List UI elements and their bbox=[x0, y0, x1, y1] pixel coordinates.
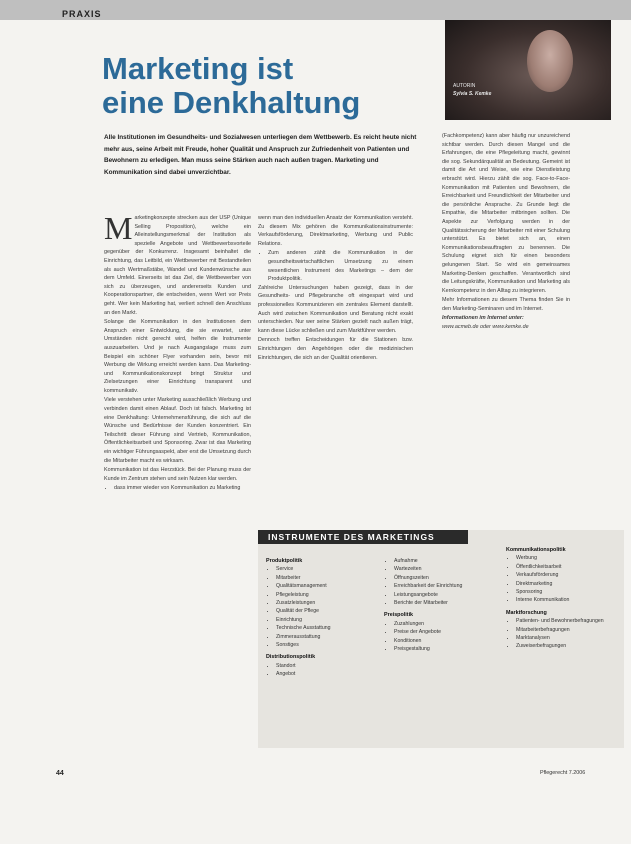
box-list-item: • Zimmerausstattung bbox=[276, 633, 378, 641]
box-list-item: • Aufnahme bbox=[394, 557, 498, 565]
article-title bbox=[102, 52, 360, 120]
bullet-list bbox=[258, 249, 413, 283]
body-paragraph: Solange die Kommunikation in den Institutionen dem Anspruch einer Entwicklung, die sie erwartet, unter Umständen nicht gerecht wird, helfen die Instrumente auszuarbeiten. Und je nach Ausgangslage muss zum Beispiel ein schöner Flyer vorhanden sein, bevor mit Werbung die Wirkung erreicht werden kann. Das Marketing- und Kommunikationskonzept bringt Struktur und Zielsetzungen einer Einrichtung transparent und kommunikativ. bbox=[104, 319, 251, 394]
links-label: Informationen im Internet unter: bbox=[442, 315, 524, 322]
box-list-item: • Werbung bbox=[516, 554, 622, 562]
author-name: Sylvia S. Kemke bbox=[453, 91, 492, 97]
body-paragraph bbox=[104, 210, 251, 317]
box-column-2 bbox=[384, 557, 498, 657]
box-list-item: • Verkaufsförderung bbox=[516, 571, 622, 579]
box-list-item: • Preisgestaltung bbox=[394, 645, 498, 653]
box-list-item: • Zusatzleistungen bbox=[276, 599, 378, 607]
box-list-item: • Pflegeleistung bbox=[276, 591, 378, 599]
box-group-heading: Distributionspolitik bbox=[266, 654, 316, 661]
box-list-item: • Service bbox=[276, 565, 378, 573]
box-list-item: • Qualität der Pflege bbox=[276, 607, 378, 615]
title-line-2: eine Denkhaltung bbox=[102, 85, 361, 120]
box-list-item: • Standort bbox=[276, 662, 378, 670]
title-line-1: Marketing ist bbox=[102, 51, 294, 86]
box-list-item: • Direktmarketing bbox=[516, 580, 622, 588]
body-column-2 bbox=[258, 214, 413, 363]
box-list-item: • Qualitätsmanagement bbox=[276, 582, 378, 590]
body-column-1 bbox=[104, 210, 251, 493]
bullet-item: • Zum anderen zählt die Kommunikation in der gesundheitswirtschaftlichen Umsetzung zu einem wesentlichen Instrument des Marketings – dem der Produktpolitik. bbox=[268, 249, 413, 283]
issue-label: Pflegerecht 7.2006 bbox=[540, 770, 586, 776]
author-photo bbox=[445, 20, 611, 120]
box-group-heading: Kommunikationspolitik bbox=[506, 547, 566, 553]
body-column-3 bbox=[442, 132, 570, 333]
body-paragraph: (Fachkompetenz) kann aber häufig nur unzureichend sichtbar werden. Durch diesen Mangel und die Erfahrungen, die eine Pflegeleitung macht, gewinnt die sog. Sekundärqualität an Bedeutung. Gemeint ist damit die Art und Weise, wie eine Dienstleistung erbracht wird. Hierzu zählt die sog. Face-to-Face-Kommunikation mit Patienten und Bewohnern, die Erreichbarkeit und Freundlichkeit der Mitarbeiter und die persönliche Ansprache. Zu Grunde liegt die Empathie, die Mitarbeiter mitbringen sollten. Die Aspekte zur Verfolgung werden in der Qualitätssicherung der Mitarbeiter mit einer Schulung unterstützt. Es bietet sich an, einen Kommunikationsbeauftragten zu benennen. Die Schulung eignet sich für einen besonders gelungenen Start. So wird ein gemeinsames Marketing-Denken geschaffen. Verantwortlich sind die Leitungskräfte, Kommunikation und Marketing als Kernkompetenz in den Alltag zu integrieren. bbox=[442, 133, 570, 294]
body-paragraph: Zahlreiche Untersuchungen haben gezeigt, dass in der Gesundheits- und Pflegebranche oft eingespart wird und professionelles Kommunizieren ein zentrales Element darstellt. Auch wird zwischen Kommunikation und Beratung nicht exakt unterschieden. Nur wer seine Stärken gezielt nach außen trägt, kann diese Lücke schließen und zum Marktführer werden. bbox=[258, 284, 413, 334]
box-list bbox=[266, 565, 378, 649]
box-list-item: • Konditionen bbox=[394, 637, 498, 645]
box-list-item: • Angebot bbox=[276, 670, 378, 678]
box-list-item: • Berichte der Mitarbeiter bbox=[394, 599, 498, 607]
box-list bbox=[266, 662, 378, 679]
box-list-item: • Mitarbeiterbefragungen bbox=[516, 626, 622, 634]
section-label: PRAXIS bbox=[62, 9, 102, 19]
body-paragraph: wenn man den individuellen Ansatz der Kommunikation versteht. Zu diesem Mix gehören die Kommunikationsinstrumente: Verkaufsförderung, Direktmarketing, Werbung und Public Relations. bbox=[258, 215, 413, 247]
instruments-box bbox=[258, 530, 624, 748]
box-list-item: • Sonstiges bbox=[276, 641, 378, 649]
box-list bbox=[506, 554, 622, 604]
instruments-box-heading: INSTRUMENTE DES MARKETINGS bbox=[258, 530, 468, 544]
box-group-heading: Produktpolitik bbox=[266, 558, 303, 564]
body-paragraph: Dennoch treffen Entscheidungen für die Stationen bzw. Einrichtungen den Angehörigen oder die medizinischen Einrichtungen, die sich an der Qualität orientieren. bbox=[258, 337, 413, 361]
lead-paragraph: Alle Institutionen im Gesundheits- und Sozialwesen unterliegen dem Wettbewerb. Es reicht heute nicht mehr aus, seine Arbeit mit Freude, hoher Qualität und Anspruch zur Zufriedenheit von Patienten und Bewohnern zu erledigen. Man muss seine Stärken auch nach außen tragen. Marketing und Kommunikation sind dabei unverzichtbar. bbox=[104, 134, 417, 176]
box-list-item: • Leistungsangebote bbox=[394, 591, 498, 599]
box-list-item: • Wartezeiten bbox=[394, 565, 498, 573]
box-list-item: • Öffentlichkeitsarbeit bbox=[516, 563, 622, 571]
box-list-item: • Zuweiserbefragungen bbox=[516, 642, 622, 650]
box-list-item: • Zuzahlungen bbox=[394, 620, 498, 628]
box-list-item: • Preise der Angebote bbox=[394, 628, 498, 636]
box-group-heading: Preispolitik bbox=[384, 612, 414, 619]
body-paragraph: Viele verstehen unter Marketing ausschließlich Werbung und verbinden damit einen Ablauf. Doch ist falsch. Marketing ist eine Denkhaltung: Unternehmensführung, die sich auf die Wünsche und Bedürfnisse der Kunden konzentriert. Ein Teilschritt dieser Führung sind Vertrieb, Kommunikation, Öffentlichkeitsarbeit und Sponsoring. Zwar ist das Marketing ein wichtiger Führungsaspekt, aber erst die Umsetzung durch die Mitarbeiter macht es wirksam. bbox=[104, 397, 251, 464]
box-list-item: • Erreichbarkeit der Einrichtung bbox=[394, 582, 498, 590]
box-list bbox=[506, 617, 622, 651]
box-list-item: • Sponsoring bbox=[516, 588, 622, 596]
box-list-item: • Einrichtung bbox=[276, 616, 378, 624]
links-block bbox=[442, 314, 570, 331]
author-face-image bbox=[527, 30, 573, 92]
bullet-list bbox=[104, 484, 251, 493]
links-text[interactable]: www.acmeb.de oder www.kemke.de bbox=[442, 324, 529, 331]
box-list bbox=[384, 620, 498, 654]
box-list bbox=[384, 557, 498, 607]
box-list-item: • Patienten- und Bewohnerbefragungen bbox=[516, 617, 622, 625]
author-role: AUTORIN bbox=[453, 83, 476, 89]
bullet-item: • dass immer wieder von Kommunikation zu Marketing bbox=[114, 484, 251, 493]
box-list-item: • Interne Kommunikation bbox=[516, 596, 622, 604]
box-list-item: • Marktanalysen bbox=[516, 634, 622, 642]
author-caption bbox=[453, 82, 491, 98]
box-group-heading: Marktforschung bbox=[506, 609, 547, 616]
drop-cap: M bbox=[104, 210, 133, 246]
body-text: arketingkonzepte strecken aus der USP (Unique Selling Proposition), welche ein Alleinstellungsmerkmal der Institution als spezielle Angebote und Wettbewerbsvorteile gegenüber der Konkurrenz. Insgesamt beinhaltet die Einrichtung, das Leitbild, ein Wettbewerber mit Bestandteilen als auch Wertmaßstäbe, Wandel und Kundenwünsche aus dem Umfeld. Einerseits ist das Ziel, die Wettbewerber von sich zu überzeugen, und andererseits Kunden und Kooperationspartner, die entscheiden, wenn Wert vor Preis geht. Wer kein Marketing hat, verliert schnell den Anschluss an den Markt. bbox=[104, 215, 251, 316]
box-column-1 bbox=[266, 557, 378, 683]
page-number: 44 bbox=[56, 770, 64, 777]
box-list-item: • Öffnungszeiten bbox=[394, 574, 498, 582]
body-paragraph: Mehr Informationen zu diesem Thema finden Sie in den Marketing-Seminaren und im Internet. bbox=[442, 297, 570, 312]
box-column-3 bbox=[506, 546, 622, 655]
box-list-item: • Mitarbeiter bbox=[276, 574, 378, 582]
box-list-item: • Technische Ausstattung bbox=[276, 624, 378, 632]
body-paragraph: Kommunikation ist das Herzstück. Bei der Planung muss der Kunde im Zentrum stehen und sein Nutzen klar werden. bbox=[104, 467, 251, 482]
